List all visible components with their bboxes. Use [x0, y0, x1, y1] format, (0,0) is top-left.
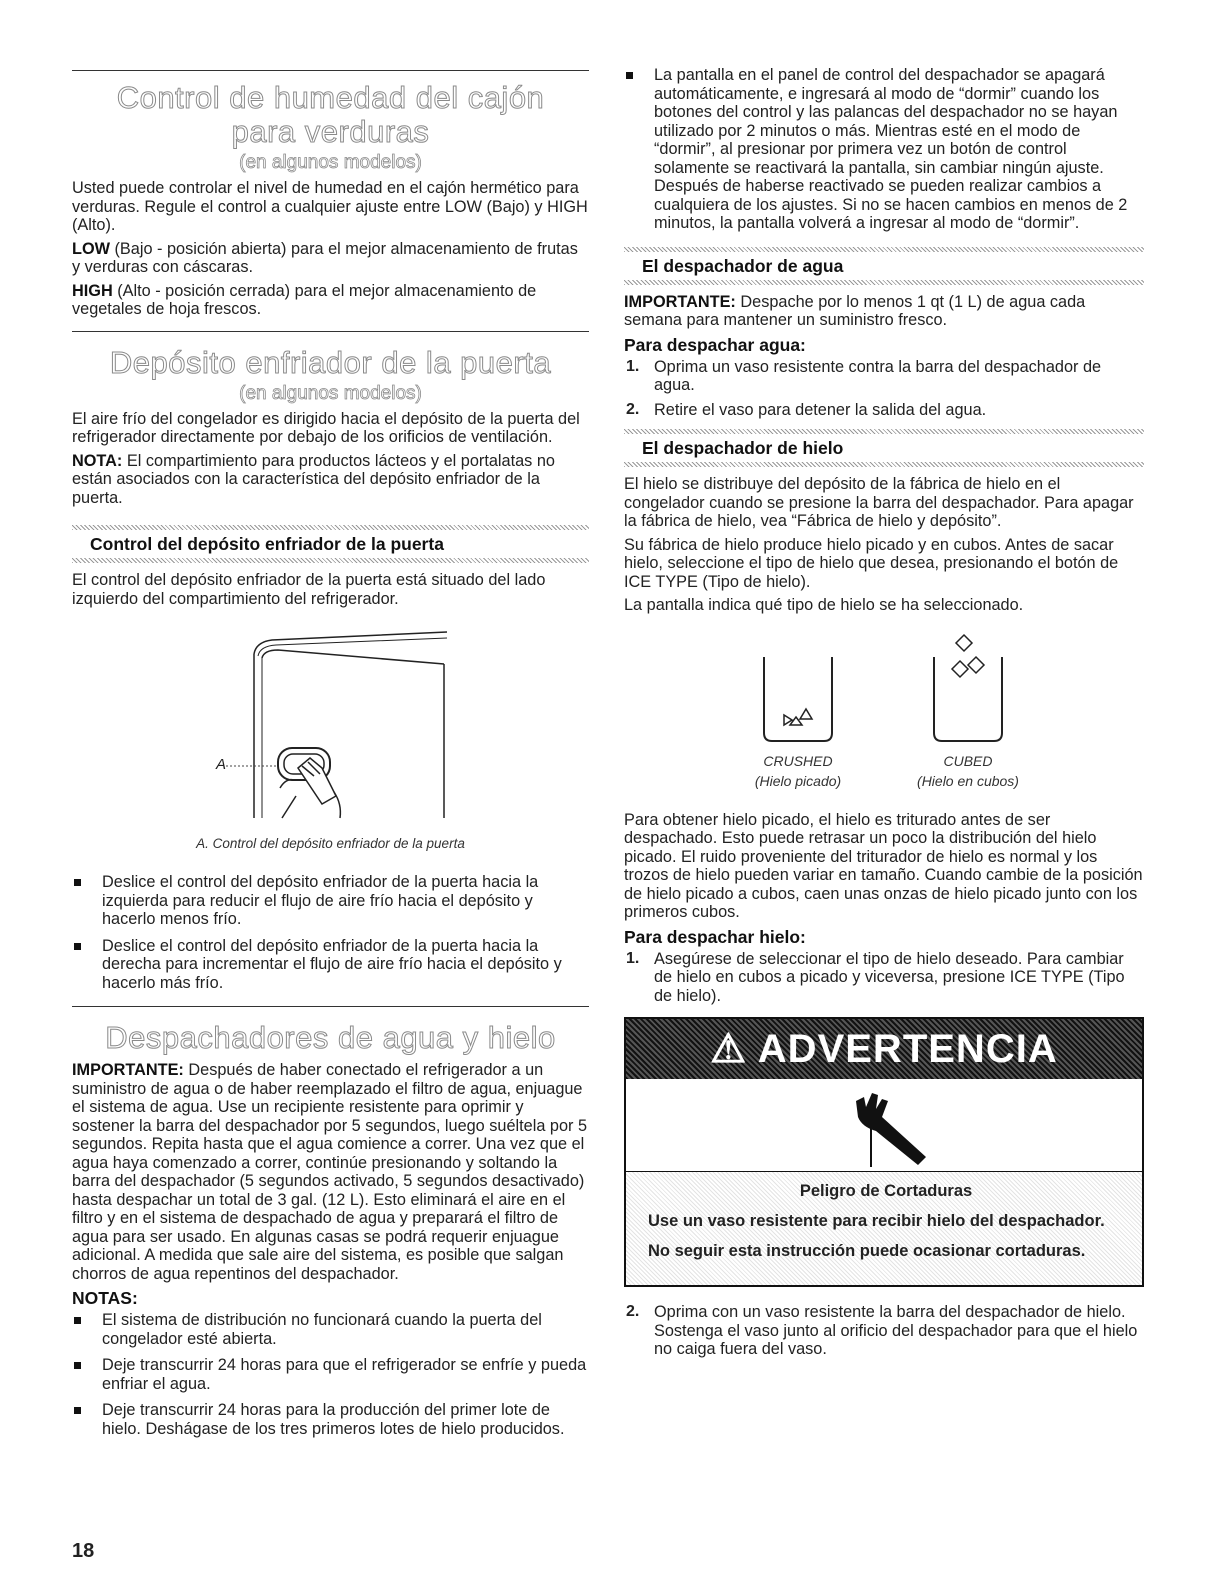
page-number: 18 — [72, 1540, 95, 1562]
step-item: 1. Asegúrese de seleccionar el tipo de hielo deseado. Para cambiar de hielo en cubos a picado y viceversa, presione ICE TYPE (Tipo de hielo). — [626, 949, 1125, 1005]
paragraph: El hielo se distribuye del depósito de la fábrica de hielo en el congelador cuando se presione la barra del despachador. Para apagar la fábrica de hielo, vea “Fábrica de hielo y depósito”. — [624, 475, 1134, 530]
ice-type-illustration — [624, 633, 1144, 793]
section-title-door-bin: Depósito enfriador de la puerta — [109, 344, 552, 380]
notes-heading: NOTAS: — [72, 1288, 138, 1308]
door-bin-control-illustration — [72, 618, 589, 832]
section-divider — [72, 331, 589, 332]
paragraph: HIGH (Alto - posición cerrada) para el mejor almacenamiento de vegetales de hoja frescos. — [72, 281, 537, 318]
step-item: 2. Retire el vaso para detener la salida del agua. — [626, 400, 987, 419]
paragraph: El control del depósito enfriador de la puerta está situado del lado izquierdo del compartimiento del refrigerador. — [72, 571, 546, 608]
section-divider — [72, 1006, 589, 1007]
section-title-dispensers: Despachadores de agua y hielo — [105, 1020, 556, 1055]
warning-triangle-icon: ⚠ — [710, 1027, 748, 1071]
paragraph: NOTA: El compartimiento para productos lácteos y el portalatas no están asociados con la característica del depósito enfriador de la puerta. — [72, 451, 555, 507]
section-subtitle: (en algunos modelos) — [239, 382, 422, 404]
paragraph: IMPORTANTE: Despache por lo menos 1 qt (1 L) de agua cada semana para mantener un suministro fresco. — [624, 292, 1086, 329]
section-title-humidity: Control de humedad del cajón para verduras — [116, 80, 545, 149]
subsection-header: Control del depósito enfriador de la puerta — [72, 525, 589, 563]
list-item: Deslice el control del depósito enfriador de la puerta hacia la derecha para incrementar el flujo de aire frío hacia el depósito y hacerlo más frío. — [72, 937, 589, 993]
cubed-label: CUBED (Hielo en cubos) — [917, 752, 1019, 789]
step-item: 2. Oprima con un vaso resistente la barra del despachador de hielo. Sostenga el vaso junto al orificio del despachador para que el hielo no caiga fuera del vaso. — [626, 1303, 1138, 1358]
paragraph: La pantalla indica qué tipo de hielo se ha seleccionado. — [624, 596, 1024, 614]
list-item: Deje transcurrir 24 horas para la producción del primer lote de hielo. Deshágase de los tres primeros lotes de hielo producidos. — [72, 1401, 589, 1438]
warning-box — [624, 1017, 1144, 1287]
right-column — [624, 66, 1144, 1365]
warning-body: Peligro de Cortaduras Use un vaso resistente para recibir hielo del despachador. No seguir esta instrucción puede ocasionar cortaduras. — [626, 1172, 1142, 1285]
list-item: Deslice el control del depósito enfriador de la puerta hacia la izquierda para reducir el flujo de aire frío hacia el depósito y hacerlo menos frío. — [72, 873, 589, 929]
procedure-heading: Para despachar hielo: — [624, 926, 806, 947]
step-item: 1. Oprima un vaso resistente contra la barra del despachador de agua. — [626, 357, 1102, 394]
left-column — [72, 58, 589, 1446]
list-item: La pantalla en el panel de control del despachador se apagará automáticamente, e ingresará al modo de “dormir” cuando los botones del control y las palancas del despachador no se hayan utilizado por 2 minutos o más. Mientras esté en el modo de “dormir”, al presionar por primera vez un botón de control solamente se reactivará la pantalla, sin cambiar ningún ajuste. Después de haberse reactivado se pueden realizar cambios a cualquiera de los ajustes. Si no se hacen cambios en menos de 2 minutos, la pantalla volverá a ingresar al modo de “dormir”. — [624, 66, 1144, 233]
paragraph: Usted puede controlar el nivel de humedad en el cajón hermético para verduras. Regule el control a cualquier ajuste entre LOW (Bajo) y HIGH (Alto). — [72, 179, 588, 234]
procedure-heading: Para despachar agua: — [624, 334, 806, 355]
figure-caption: A. Control del depósito enfriador de la puerta — [196, 836, 465, 851]
paragraph: El aire frío del congelador es dirigido hacia el depósito de la puerta del refrigerador directamente por debajo de los orificios de ventilación. — [72, 409, 580, 446]
warning-header: ⚠ ADVERTENCIA — [626, 1019, 1142, 1079]
paragraph: LOW (Bajo - posición abierta) para el mejor almacenamiento de frutas y verduras con cáscaras. — [72, 239, 578, 276]
list-item: El sistema de distribución no funcionará cuando la puerta del congelador esté abierta. — [72, 1311, 589, 1348]
ice-cups-icon — [624, 633, 1144, 753]
subsection-header: El despachador de agua — [624, 247, 1144, 285]
cut-hazard-icon — [626, 1079, 1142, 1172]
list-item: Deje transcurrir 24 horas para que el refrigerador se enfríe y pueda enfriar el agua. — [72, 1356, 589, 1393]
figure-label: A — [216, 756, 227, 773]
crushed-label: CRUSHED (Hielo picado) — [754, 752, 842, 789]
paragraph: Para obtener hielo picado, el hielo es triturado antes de ser despachado. Esto puede retrasar un poco la distribución del hielo picado. El ruido proveniente del triturador de hielo es normal y los trozos de hielo pueden variar en tamaño. Cuando cambie de la posición de hielo picado a cubos, caen unas onzas de hielo picado junto con los primeros cubos. — [624, 810, 1143, 921]
section-divider — [72, 70, 589, 71]
subsection-header: El despachador de hielo — [624, 429, 1144, 467]
paragraph: Su fábrica de hielo produce hielo picado y en cubos. Antes de sacar hielo, seleccione el tipo de hielo que desea, presionando el botón de ICE TYPE (Tipo de hielo). — [624, 535, 1119, 591]
paragraph: IMPORTANTE: Después de haber conectado el refrigerador a un suministro de agua o de haber reemplazado el filtro de agua, enjuague el sistema de agua. Use un recipiente resistente para oprimir y sostener la barra del despachador por 5 segundos, luego suéltela por 5 segundos. Repita hasta que el agua comience a correr. Una vez que el agua haya comenzado a correr, continúe presionando y soltando la barra del despachador (5 segundos activado, 5 segundos desactivado) hasta despachar un total de 3 gal. (12 L). Esto eliminará el aire en el filtro y en el sistema de despachado de agua y preparará el filtro de agua para ser usado. En algunas casas se podrá requerir enjuague adicional. A medida que sale aire del sistema, es posible que salgan chorros de agua repentinos del despachador. — [72, 1061, 588, 1283]
section-subtitle: (en algunos modelos) — [239, 152, 422, 173]
